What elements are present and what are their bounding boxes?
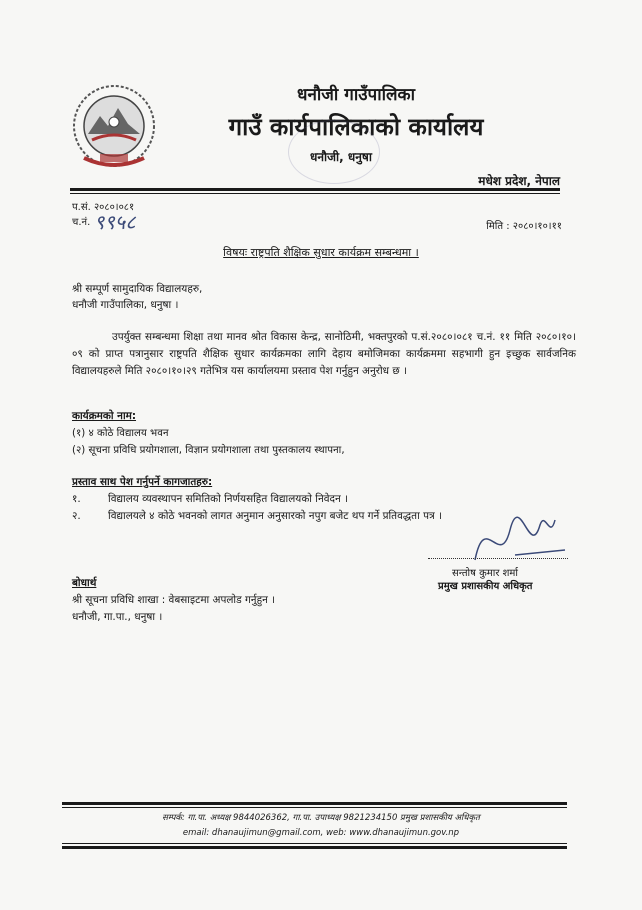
document-item-2-text: विद्यालयले ४ कोठे भवनको लागत अनुमान अनुसारको नपुग बजेट थप गर्ने प्रतिवद्धता पत्र । [108, 510, 442, 522]
header-rule-thick [70, 188, 560, 191]
cc-line-2: धनौजी, गा.पा., धनुषा । [72, 611, 163, 623]
dispatch-label: च.नं. [72, 217, 91, 228]
footer-contact: सम्पर्क: गा.पा. अध्यक्ष 9844026362, गा.पा. उपाध्यक्ष 9821234150 प्रमुख प्रशासकीय अधिकृत [162, 813, 480, 823]
subject-line [0, 245, 642, 260]
cc-line-1: श्री सूचना प्रविधि शाखा : वेबसाइटमा अपलोड गर्नुहुन । [72, 594, 276, 606]
addressee-line-1: श्री सम्पूर्ण सामुदायिक विद्यालयहरु, [72, 283, 203, 295]
documents-heading: प्रस्ताव साथ पेश गर्नुपर्ने कागजातहरु: [72, 476, 213, 488]
subject-text: विषयः राष्ट्रपति शैक्षिक सुधार कार्यक्रम सम्बन्धमा । [223, 246, 419, 259]
footer-rule-thin-top [62, 807, 567, 808]
signatory-title: प्रमुख प्रशासकीय अधिकृत [438, 581, 533, 592]
cc-heading: बोधार्थ [72, 577, 97, 589]
document-item-1-text: विद्यालय व्यवस्थापन समितिको निर्णयसहित विद्यालयको निवेदन । [108, 493, 349, 505]
office-address: धनौजी, धनुषा [310, 150, 372, 164]
footer-rule-thick-bottom [62, 846, 567, 849]
program-item-2: (२) सूचना प्रविधि प्रयोगशाला, विज्ञान प्रयोगशाला तथा पुस्तकालय स्थापना, [72, 445, 345, 456]
letter-date: मिति : २०८०।१०।११ [486, 221, 562, 232]
signature-line [428, 558, 568, 559]
reference-number: प.सं. २०८०।०८१ [72, 202, 135, 213]
programs-section [72, 408, 576, 459]
document-item-2-num: २. [72, 510, 81, 522]
office-title: गाउँ कार्यपालिकाको कार्यालय [228, 113, 484, 141]
footer-email-web: email: dhanaujimun@gmail.com, web: www.dhanaujimun.gov.np [182, 828, 460, 838]
cc-section [72, 575, 576, 626]
document-item-1-num: १. [72, 493, 81, 505]
header-rule-thin [70, 193, 560, 194]
program-item-1: (१) ४ कोठे विद्यालय भवन [72, 428, 169, 439]
body-paragraph: उपर्युक्त सम्बन्धमा शिक्षा तथा मानव श्रोत विकास केन्द्र, सानोठिमी, भक्तपुरको प.सं.२०८०।०८१ च.नं. ११ मिति २०८०।१०।०९ को प्राप्त पत्रानुसार राष्ट्रपति शैक्षिक सुधार कार्यक्रमका लागि देहाय बमोजिमका कार्यक्रममा सहभागी हुन इच्छुक सार्वजनिक विद्यालयहरुले मिति २०८०।१०।२९ गतेभित्र यस कार्यालयमा प्रस्ताव पेश गर्नुहुन अनुरोध छ । [72, 331, 576, 377]
signatory-name: सन्तोष कुमार शर्मा [452, 568, 518, 579]
footer-rule-thin-bottom [62, 843, 567, 844]
dispatch-number-handwritten: ९९५८ [94, 210, 136, 234]
footer-rule-thick-top [62, 802, 567, 805]
municipality-name: धनौजी गाउँपालिका [297, 85, 415, 105]
addressee-line-2: धनौजी गाउँपालिका, धनुषा । [72, 299, 179, 311]
faded-stamp-seal [288, 120, 380, 184]
programs-heading: कार्यक्रमको नाम: [72, 410, 137, 422]
province-label: मधेश प्रदेश, नेपाल [478, 174, 560, 188]
